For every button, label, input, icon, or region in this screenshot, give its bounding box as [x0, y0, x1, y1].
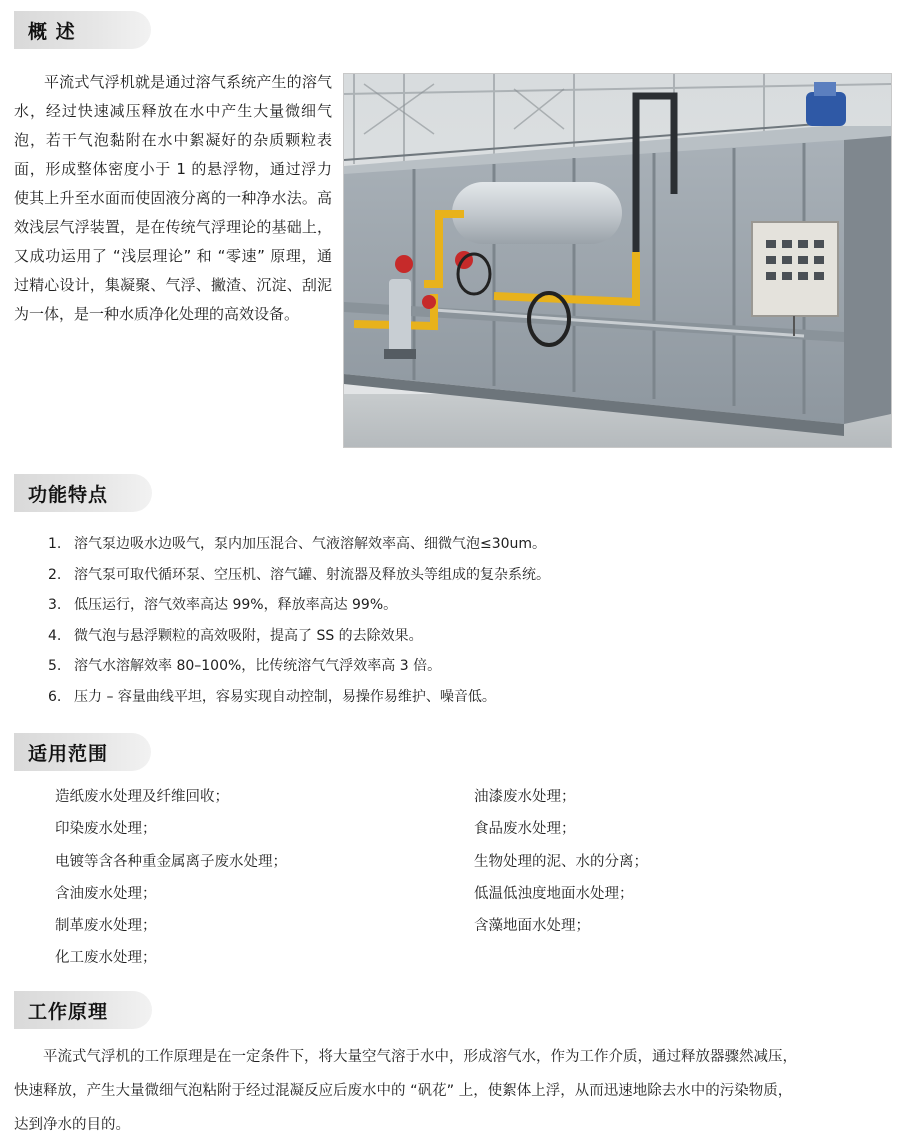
list-item: 3. 低压运行，溶气效率高达 99%，释放率高达 99%。	[48, 597, 398, 613]
section-title-principle: 工作原理	[14, 991, 152, 1029]
list-item: 电镀等含各种重金属离子废水处理；	[55, 853, 287, 870]
section-title-features: 功能特点	[14, 474, 152, 512]
list-item: 印染废水处理；	[55, 821, 157, 838]
scope-list-left	[55, 781, 287, 975]
list-item: 2. 溶气泵可取代循环泵、空压机、溶气罐、射流器及释放头等组成的复杂系统。	[48, 566, 550, 583]
features-list	[48, 529, 550, 712]
flotation-machine-image	[344, 74, 891, 447]
section-title-scope: 适用范围	[14, 733, 151, 771]
list-item: 6. 压力 – 容量曲线平坦，容易实现自动控制，易操作易维护、噪音低。	[48, 688, 496, 705]
list-item: 油漆废水处理；	[474, 789, 576, 805]
list-item: 制革废水处理；	[55, 918, 157, 935]
overview-text: 平流式气浮机就是通过溶气系统产生的溶气水，经过快速减压释放在水中产生大量微细气泡，若干气泡黏附在水中絮凝好的杂质颗粒表面，形成整体密度小于 1 的悬浮物，通过浮力使其上升至水面而使固液分离的一种净水法。高效浅层气浮装置，是在传统气浮理论的基础上，又成功运用了 “浅层理论” 和 “零速” 原理，通过精心设计，集凝聚、气浮、撇渣、沉淀、刮泥为一体，是一种水质净化处理的高效设备。	[14, 73, 332, 323]
list-item: 4. 微气泡与悬浮颗粒的高效吸附，提高了 SS 的去除效果。	[48, 627, 423, 644]
list-item: 5. 溶气水溶解效率 80–100%，比传统溶气气浮效率高 3 倍。	[48, 658, 442, 674]
principle-paragraph	[14, 1040, 890, 1142]
list-item: 含油废水处理；	[55, 885, 157, 902]
principle-line: 达到净水的目的。	[14, 1117, 130, 1133]
list-item: 食品废水处理；	[474, 821, 576, 838]
list-item: 低温低浊度地面水处理；	[474, 885, 634, 902]
overview-paragraph	[14, 68, 332, 329]
principle-line: 平流式气浮机的工作原理是在一定条件下，将大量空气溶于水中，形成溶气水，作为工作介质，通过释放器骤然减压，	[43, 1049, 797, 1065]
list-item: 1. 溶气泵边吸水边吸气，泵内加压混合、气液溶解效率高、细微气泡≤30um。	[48, 536, 547, 552]
principle-line: 快速释放，产生大量微细气泡粘附于经过混凝反应后废水中的 “矾花” 上，使絮体上浮，从而迅速地除去水中的污染物质，	[14, 1083, 793, 1099]
section-title-overview: 概 述	[14, 11, 151, 49]
scope-list-right	[474, 781, 648, 942]
product-photo	[343, 73, 892, 448]
list-item: 造纸废水处理及纤维回收；	[55, 789, 229, 805]
list-item: 含藻地面水处理；	[474, 918, 590, 935]
list-item: 生物处理的泥、水的分离；	[474, 853, 648, 870]
list-item: 化工废水处理；	[55, 950, 157, 967]
